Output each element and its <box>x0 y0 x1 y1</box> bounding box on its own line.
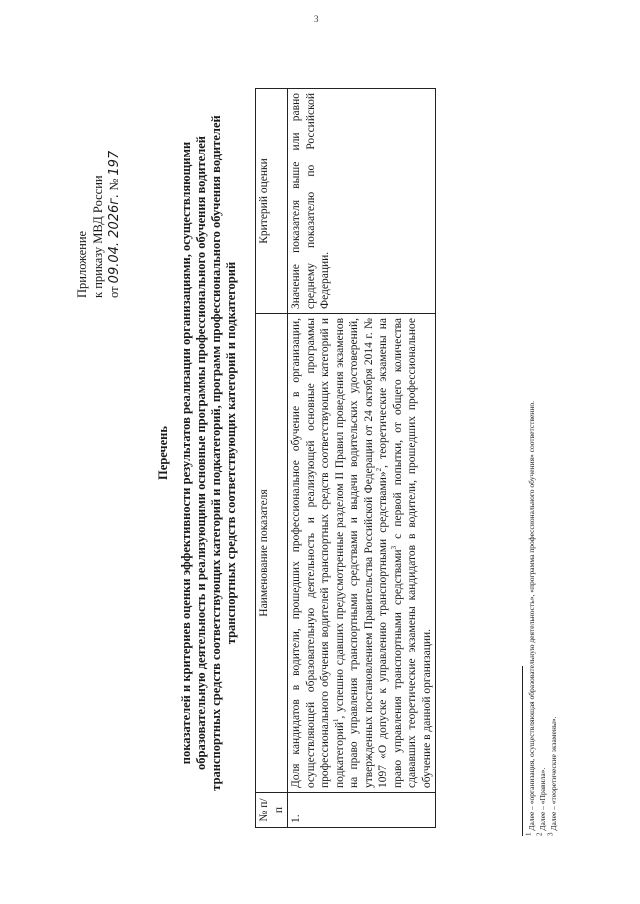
footnote-ref: 1 <box>331 718 340 722</box>
appendix-date-prefix: от <box>107 286 121 298</box>
footnote <box>548 46 559 836</box>
footnote-mark: 3 <box>546 832 555 836</box>
appendix-date-line <box>106 58 123 298</box>
appendix-number-value: 197 <box>107 150 122 176</box>
footnote-separator <box>522 666 523 836</box>
document-title: Перечень <box>156 426 170 480</box>
footnote-text: Далее – «теоретические экзамены». <box>549 716 558 831</box>
row-criterion: Значение показателя выше или равно среднему показателю по Российской Федерации. <box>288 89 436 314</box>
indicator-text-part: , успешно сдавших предусмотренные разделом II Правил проведения экзаменов на право управления транспортными средствами и выдачи водительских удостоверений, утвержденных постановлением Правительства Российской Федерации от 24 октября 2014 г. № 1097 «О допуске к управлению транспортными средствами» <box>333 318 389 788</box>
header-criterion: Критерий оценки <box>256 89 288 314</box>
footnote <box>537 46 548 836</box>
appendix-date-value: 09.04. 2026г. <box>107 193 122 284</box>
indicator-text-part: с первой попытки, от общего количества сдававших теоретические экзамены кандидатов в водители, прошедших профессиональное обучение в данной организации. <box>391 318 433 788</box>
row-num: 1. <box>288 793 436 828</box>
header-num: № п/п <box>256 793 288 828</box>
document-title-block <box>156 108 239 798</box>
footnote-text: Далее – «организация, осуществляющая образовательную деятельность», «программа профессионального обучения» соответственно. <box>527 401 536 831</box>
table-row <box>288 89 436 828</box>
indicator-text-part: , теоретические экзамены на право управления транспортными средствами <box>377 318 404 788</box>
footnote <box>526 46 537 836</box>
appendix-order-ref: к приказу МВД России <box>91 175 105 298</box>
row-indicator-name <box>288 314 436 793</box>
appendix-label: Приложение <box>75 230 89 298</box>
footnote-ref: 2 <box>375 467 384 472</box>
footnote-mark: 2 <box>535 832 544 836</box>
page-number: 3 <box>314 14 319 24</box>
footnote-mark: 1 <box>524 832 533 836</box>
footnote-ref: 3 <box>389 545 398 550</box>
header-name: Наименование показателя <box>256 314 288 793</box>
appendix-number-prefix: № <box>107 178 121 191</box>
document-subtitle: показателей и критериев оценки эффективности результатов реализации организациями, осуществляющими образовательную деятельность и реализующими основные программы профессионального обучения водителей транспортных средств соответствующих категорий и подкатегорий, программ профессионального обучения водителей транспортных средств соответствующих категорий и подкатегорий <box>179 115 238 791</box>
rotated-page-content <box>40 38 600 858</box>
metrics-table <box>255 88 436 828</box>
footnote-text: Далее – «Правила». <box>538 767 547 831</box>
appendix-header <box>74 58 123 298</box>
table-header-row <box>256 89 288 828</box>
indicator-text-part: Доля кандидатов в водители, прошедших профессиональное обучение в организации, осуществляющей образовательную деятельность и реализующей основные программы профессионального обучения водителей транспортных средств соответствующих категорий и подкатегорий <box>290 318 346 788</box>
footnotes <box>522 46 559 836</box>
